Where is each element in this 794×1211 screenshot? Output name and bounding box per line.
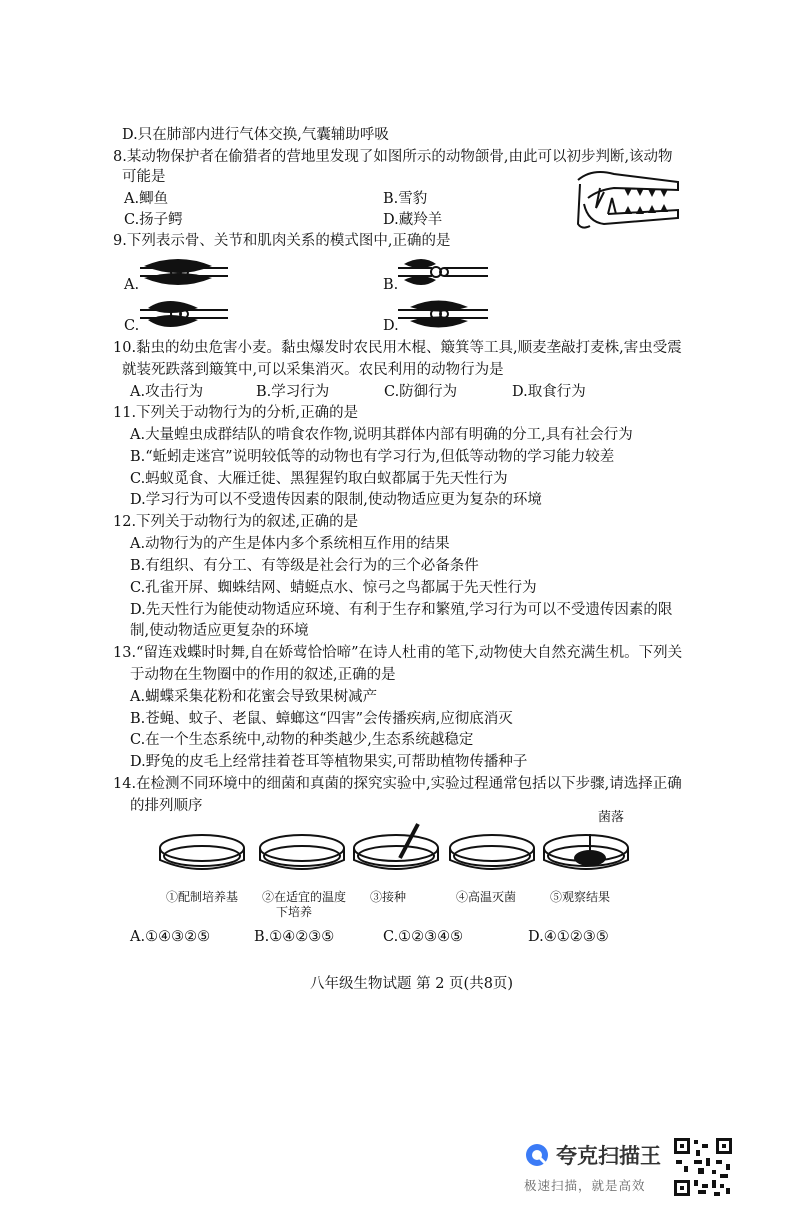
q10-stem-line1: 10.黏虫的幼虫危害小麦。黏虫爆发时农民用木棍、簸箕等工具,顺麦垄敲打麦株,害虫受震	[113, 340, 682, 356]
q9-diagram-b	[396, 256, 490, 290]
q12-option-d-line2: 制,使动物适应更复杂的环境	[130, 623, 309, 639]
q12-option-a: A.动物行为的产生是体内多个系统相互作用的结果	[130, 536, 450, 552]
q9-diagram-d	[396, 298, 490, 332]
q9-option-d-label: D.	[383, 318, 399, 334]
q8-stem-line1: 8.某动物保护者在偷猎者的营地里发现了如图所示的动物颌骨,由此可以初步判断,该动物	[113, 149, 673, 165]
scanner-watermark	[520, 1136, 780, 1206]
q7-option-d: D.只在肺部内进行气体交换,气囊辅助呼吸	[122, 127, 389, 143]
q10-stem-line2: 就装死跌落到簸箕中,可以采集消灭。农民利用的动物行为是	[122, 362, 504, 378]
q14-stem-line2: 的排列顺序	[130, 798, 203, 814]
q13-option-c: C.在一个生态系统中,动物的种类越少,生态系统越稳定	[130, 732, 474, 748]
q13-option-a: A.蝴蝶采集花粉和花蜜会导致果树减产	[130, 689, 378, 705]
q8-option-a: A.鲫鱼	[124, 191, 169, 207]
q9-option-b-label: B.	[383, 277, 399, 293]
q12-option-c: C.孔雀开屏、蜘蛛结网、蜻蜓点水、惊弓之鸟都属于先天性行为	[130, 580, 537, 596]
q11-option-c: C.蚂蚁觅食、大雁迁徙、黑猩猩钓取白蚁都属于先天性行为	[130, 471, 508, 487]
q14-option-d: D.④①②③⑤	[528, 929, 609, 945]
q9-diagram-c	[138, 298, 230, 332]
q14-option-a: A.①④③②⑤	[130, 929, 211, 945]
q9-diagram-a	[138, 256, 230, 290]
q13-stem-line2: 于动物在生物圈中的作用的叙述,正确的是	[130, 667, 396, 683]
q9-option-c-label: C.	[124, 318, 140, 334]
quark-logo-icon	[524, 1142, 550, 1168]
q13-option-b: B.苍蝇、蚊子、老鼠、蟑螂这“四害”会传播疾病,应彻底消灭	[130, 711, 513, 727]
step3-caption: ③接种	[370, 890, 407, 904]
q10-option-c: C.防御行为	[384, 384, 458, 400]
q14-option-b: B.①④②③⑤	[254, 929, 335, 945]
q8-option-b: B.雪豹	[383, 191, 428, 207]
q12-option-b: B.有组织、有分工、有等级是社会行为的三个必备条件	[130, 558, 479, 574]
q13-stem-line1: 13.“留连戏蝶时时舞,自在娇莺恰恰啼”在诗人杜甫的笔下,动物使大自然充满生机。下列关	[113, 645, 683, 661]
step2-caption-line2: 下培养	[276, 905, 313, 919]
q10-option-a: A.攻击行为	[130, 384, 204, 400]
q12-option-d-line1: D.先天性行为能使动物适应环境、有利于生存和繁殖,学习行为可以不受遗传因素的限	[130, 602, 673, 618]
step4-caption: ④高温灭菌	[456, 890, 517, 904]
q12-stem: 12.下列关于动物行为的叙述,正确的是	[113, 514, 359, 530]
q11-option-d: D.学习行为可以不受遗传因素的限制,使动物适应更为复杂的环境	[130, 492, 542, 508]
q10-option-b: B.学习行为	[256, 384, 330, 400]
q11-stem: 11.下列关于动物行为的分析,正确的是	[113, 405, 359, 421]
q11-option-b: B.“蚯蚓走迷宫”说明较低等的动物也有学习行为,但低等动物的学习能力较差	[130, 449, 615, 465]
step5-caption: ⑤观察结果	[550, 890, 611, 904]
colony-label: 菌落	[598, 810, 625, 825]
q8-option-c: C.扬子鳄	[124, 212, 183, 228]
qr-code-icon	[672, 1136, 734, 1198]
q9-option-a-label: A.	[124, 277, 140, 293]
jaw-bone-figure	[574, 164, 682, 234]
q8-stem-line2: 可能是	[122, 169, 166, 185]
q14-option-c: C.①②③④⑤	[383, 929, 464, 945]
watermark-brand: 夸克扫描王	[556, 1144, 661, 1168]
q10-option-d: D.取食行为	[512, 384, 586, 400]
watermark-slogan: 极速扫描，就是高效	[524, 1178, 646, 1193]
q8-option-d: D.藏羚羊	[383, 212, 443, 228]
page-footer: 八年级生物试题 第 2 页(共8页)	[310, 976, 514, 992]
petri-dish-steps-figure	[156, 820, 632, 886]
step1-caption: ①配制培养基	[166, 890, 239, 904]
q13-option-d: D.野兔的皮毛上经常挂着苍耳等植物果实,可帮助植物传播种子	[130, 754, 528, 770]
q11-option-a: A.大量蝗虫成群结队的啃食农作物,说明其群体内部有明确的分工,具有社会行为	[130, 427, 633, 443]
step2-caption-line1: ②在适宜的温度	[262, 890, 347, 904]
q9-stem: 9.下列表示骨、关节和肌肉关系的模式图中,正确的是	[113, 233, 451, 249]
q14-stem-line1: 14.在检测不同环境中的细菌和真菌的探究实验中,实验过程通常包括以下步骤,请选择正确	[113, 776, 682, 792]
